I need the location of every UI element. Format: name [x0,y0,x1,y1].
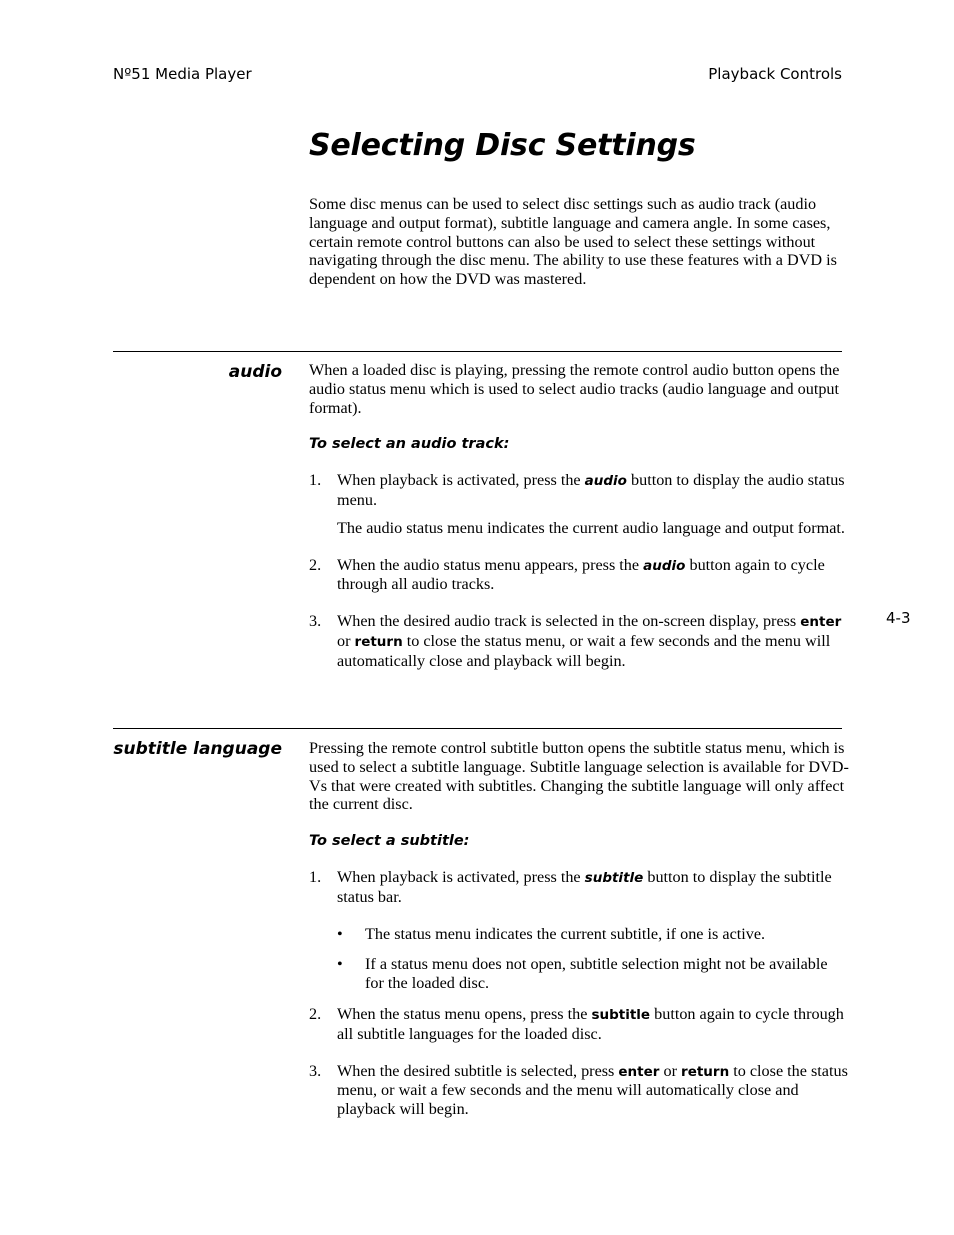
subtitle-step-2: 2. When the status menu opens, press the subtitle button again to cycle through all subtitle languages for the loaded disc. [309,1004,844,1043]
audio-step-1-note: The audio status menu indicates the current audio language and output format. [337,518,845,537]
enter-button-keyword: enter [800,614,842,631]
step-number: 1. [309,867,322,886]
audio-button-keyword: audio [643,557,686,574]
step-number: 3. [309,1061,322,1080]
page-title: Selecting Disc Settings [309,128,696,163]
bullet-dot: • [337,955,343,974]
audio-description: When a loaded disc is playing, pressing the remote control audio button opens the audio status menu which is used to select audio tracks (audio language and output format). [309,361,840,417]
section-subtitle [309,739,849,1119]
bullet-dot: • [337,924,343,943]
subtitle-button-keyword: subtitle [584,869,644,886]
subtitle-step-1: 1. When playback is activated, press the subtitle button to display the subtitle status bar. • The status menu indicates the current subtitle, if one is active. • If a status menu does not open, subtitle selection might not be available for the loaded disc. [309,868,849,993]
subtitle-step-3: 3. When the desired subtitle is selected, press enter or return to close the status menu, or wait a few seconds and the menu will automatically close and playback will begin. [309,1061,848,1119]
section-divider-subtitle [113,728,842,729]
running-header-left: Nº51 Media Player [113,65,252,83]
audio-step-2: 2. When the audio status menu appears, press the audio button again to cycle through all audio tracks. [309,555,825,594]
intro-paragraph: Some disc menus can be used to select disc settings such as audio track (audio language and output format), subtitle language and camera angle. In some cases, certain remote control buttons can also be used to select these settings without navigating through the disc menu. The ability to use these features with a DVD is dependent on how the DVD was mastered. [309,195,837,289]
audio-step-3: 3. When the desired audio track is selected in the on-screen display, press enter or return to close the status menu, or wait a few seconds and the menu will automatically close and playback will begin. [309,612,842,670]
audio-button-keyword: audio [584,473,627,490]
step-number: 3. [309,612,322,631]
subtitle-step-1-bullet: • The status menu indicates the current subtitle, if one is active. [337,924,766,943]
audio-step-1: 1. When playback is activated, press the audio button to display the audio status menu. The audio status menu indicates the current audio language and output format. [309,471,849,537]
subtitle-procedure-title: To select a subtitle: [309,833,470,850]
subtitle-step-1-bullet: • If a status menu does not open, subtitle selection might not be available for the loaded disc. [337,955,828,993]
step-number: 1. [309,471,322,490]
section-divider-audio [113,351,842,352]
section-heading-audio: audio [228,362,282,382]
running-header-right: Playback Controls [708,65,842,83]
subtitle-description: Pressing the remote control subtitle button opens the subtitle status menu, which is used to select a subtitle language. Subtitle language selection is available for DVD-Vs that were created with subtitles. Changing the subtitle language will only affect the current disc. [309,739,849,814]
step-number: 2. [309,555,322,574]
audio-procedure-title: To select an audio track: [309,436,510,453]
enter-button-keyword: enter [618,1063,660,1080]
step-number: 2. [309,1004,322,1023]
return-button-keyword: return [354,633,403,650]
section-heading-subtitle: subtitle language [113,739,282,759]
section-audio [309,361,849,671]
subtitle-button-keyword: subtitle [591,1006,651,1023]
page-number: 4-3 [886,609,911,627]
return-button-keyword: return [681,1063,730,1080]
